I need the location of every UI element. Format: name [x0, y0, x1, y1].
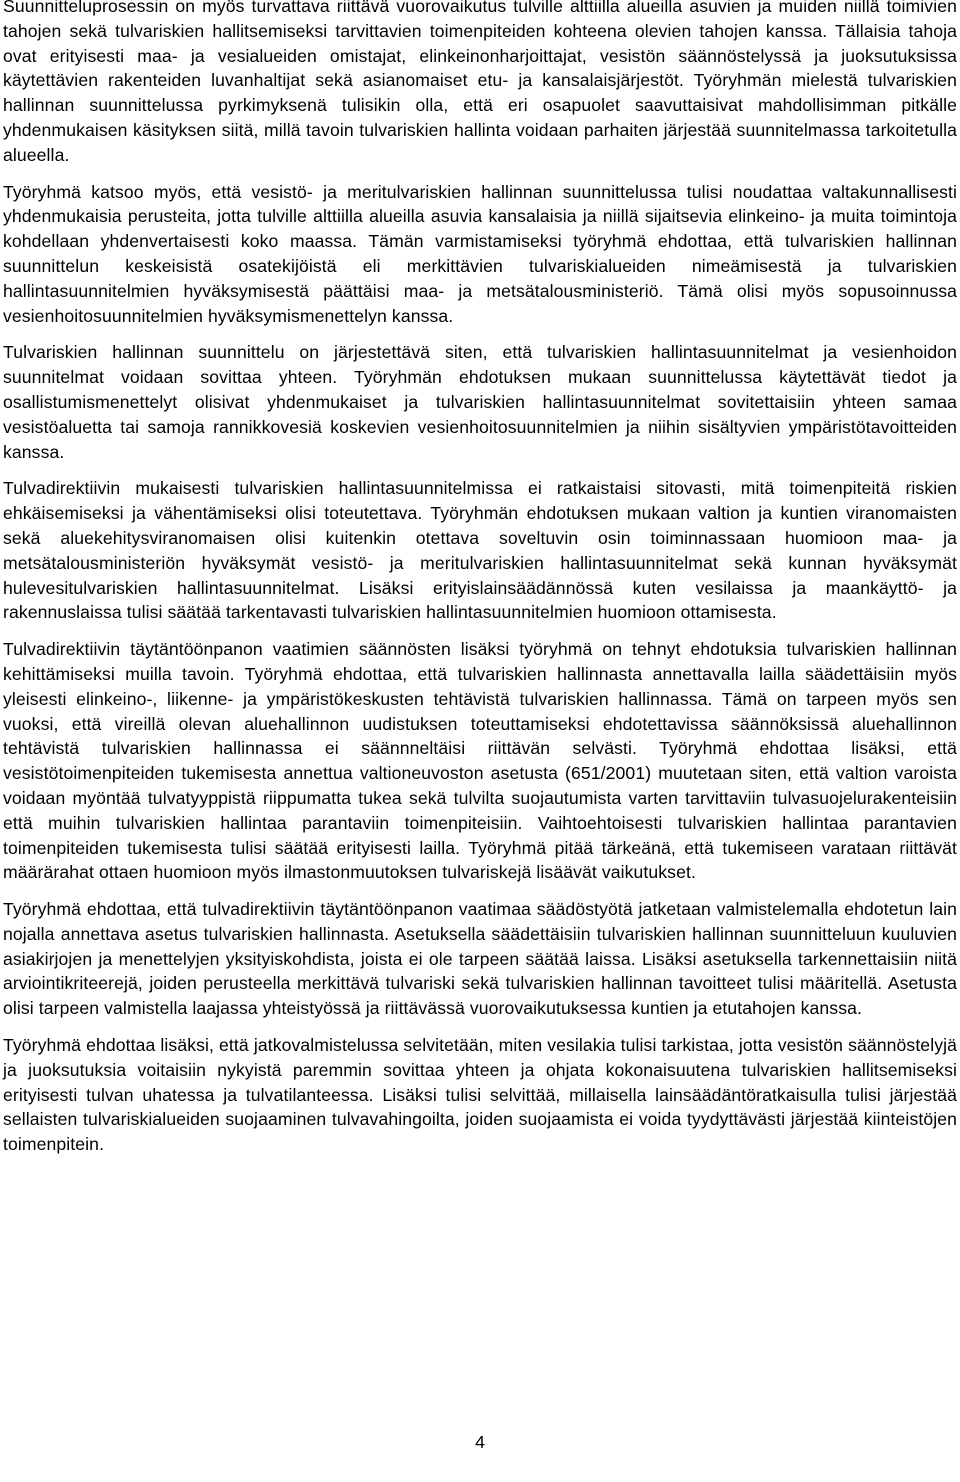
- page-number: 4: [475, 1432, 485, 1452]
- paragraph-4: Tulvadirektiivin mukaisesti tulvariskien hallintasuunnitelmissa ei ratkaistaisi sitovasti, mitä toimenpiteitä riskien ehkäisemiseksi ja vähentämiseksi olisi toteutettava. Työryhmän ehdotuksen mukaan valtion ja kuntien viranomaisten sekä aluekehitysviranomaisen olisi kuitenkin otettava soveltuvin osin toiminnassaan huomioon maa- ja metsätalousministeriön hyväksymät vesistö- ja meritulvariskien hallintasuunnitelmat sekä kunnan hyväksymät hulevesitulvariskien hallintasuunnitelmat. Lisäksi erityislainsäädännössä kuten vesilaissa ja maankäyttö- ja rakennuslaissa tulisi säätää tarkentavasti tulvariskien hallintasuunnitelmien huomioon ottamisesta.: [3, 478, 957, 623]
- paragraph-6: Työryhmä ehdottaa, että tulvadirektiivin täytäntöönpanon vaatimaa säädöstyötä jatketaan valmistelemalla ehdotetun lain nojalla annettava asetus tulvariskien hallinnasta. Asetuksella säädettäisiin tulvariskien hallinnan suunnitteluun kuuluvien asiakirjojen ja menettelyjen yksityiskohdista, joista ei ole tarpeen säätää laissa. Lisäksi asetuksella tarkennettaisiin niitä arviointikriteerejä, joiden perusteella merkittävä tulvariski sekä tulvariskien hallinnan tavoitteet tulisi määritellä. Asetusta olisi tarpeen valmistella laajassa yhteistyössä ja riittävässä vuorovaikutuksessa kuntien ja etutahojen kanssa.: [3, 899, 957, 1019]
- paragraph-2: Työryhmä katsoo myös, että vesistö- ja meritulvariskien hallinnan suunnittelussa tulisi noudattaa valtakunnallisesti yhdenmukaisia perusteita, jotta tulville alttiilla alueilla asuvia kansalaisia ja niillä sijaitsevia elinkeino- ja muita toimintoja kohdellaan yhdenvertaisesti koko maassa. Tämän varmistamiseksi työryhmä ehdottaa, että tulvariskien hallinnan suunnittelun keskeisistä osatekijöistä eli merkittävien tulvariskialueiden nimeämisestä ja tulvariskien hallintasuunnitelmien hyväksymisestä päättäisi maa- ja metsätalousministeriö. Tämä olisi myös sopusoinnussa vesienhoitosuunnitelmien hyväksymismenettelyn kanssa.: [3, 181, 957, 326]
- paragraph-1: Suunnitteluprosessin on myös turvattava riittävä vuorovaikutus tulville alttiilla alueilla asuvien ja muiden niillä toimivien tahojen sekä tulvariskien hallitsemiseksi tarvittavien toimenpiteiden kohteena olevien tahojen kanssa. Tällaisia tahoja ovat erityisesti maa- ja vesialueiden omistajat, elinkeinonharjoittajat, vesistön säännöstelyssä ja juoksutuksissa käytettävien rakenteiden luvanhaltijat sekä asianomaiset etu- ja kansalaisjärjestöt. Työryhmän mielestä tulvariskien hallinnan suunnittelussa pyrkimyksenä tulisikin olla, että eri osapuolet saavuttaisivat mahdollisimman pitkälle yhdenmukaisen käsityksen siitä, millä tavoin tulvariskien hallinta voidaan parhaiten järjestää suunnitelmassa tarkoitetulla alueella.: [3, 0, 957, 165]
- document-page: [3, 0, 957, 1169]
- paragraph-3: Tulvariskien hallinnan suunnittelu on järjestettävä siten, että tulvariskien hallintasuunnitelmat ja vesienhoidon suunnitelmat voidaan sovittaa yhteen. Työryhmän ehdotuksen mukaan suunnittelussa käytettävät tiedot ja osallistumismenettelyt olisivat yhdenmukaiset ja tulvariskien hallintasuunnitelmat sovitettaisiin yhteen samaa vesistöaluetta tai samoja rannikkovesiä koskevien vesienhoitosuunnitelmien ja niihin sisältyvien ympäristötavoitteiden kanssa.: [3, 342, 957, 462]
- paragraph-7: Työryhmä ehdottaa lisäksi, että jatkovalmistelussa selvitetään, miten vesilakia tulisi tarkistaa, jotta vesistön säännöstelyjä ja juoksutuksia voitaisiin nykyistä paremmin sovittaa yhteen ja ohjata kokonaisuutena tulvariskien hallitsemiseksi erityisesti tulvan uhatessa ja tulvatilanteessa. Lisäksi tulisi selvittää, millaisella lainsäädäntöratkaisulla tulisi järjestää sellaisten tulvariskialueiden suojaaminen tulvavahingoilta, joiden suojaamista ei voida tyydyttävästi järjestää kiinteistöjen toimenpitein.: [3, 1035, 957, 1155]
- paragraph-5: Tulvadirektiivin täytäntöönpanon vaatimien säännösten lisäksi työryhmä on tehnyt ehdotuksia tulvariskien hallinnan kehittämiseksi muilla tavoin. Työryhmä ehdottaa, että tulvariskien hallinnasta annettavalla lailla säädettäisiin myös yleisesti elinkeino-, liikenne- ja ympäristökeskusten tehtävistä tulvariskien hallinnassa. Tämä on tarpeen myös sen vuoksi, että vireillä olevan aluehallinnon uudistuksen toteuttamiseksi ehdotettavissa säännöksissä aluehallinnon tehtävistä tulvariskien hallinnassa ei säännneltäisi riittävän selvästi. Työryhmä ehdottaa lisäksi, että vesistötoimenpiteiden tukemisesta annettua valtioneuvoston asetusta (651/2001) muutetaan siten, että valtion varoista voidaan myöntää tulvatyyppistä riippumatta tukea sekä tulvilta suojautumista varten tarvittaviin tulvasuojelurakenteisiin että muihin tulvariskien hallintaa parantaviin toimenpiteisiin. Vaihtoehtoisesti tulvariskien hallintaa parantavien toimenpiteiden tukemisesta tulisi säätää erityisesti lailla. Työryhmä pitää tärkeänä, että tukemiseen varataan riittävät määrärahat ottaen huomioon myös ilmastonmuutoksen tulvariskejä lisäävät vaikutukset.: [3, 639, 957, 883]
